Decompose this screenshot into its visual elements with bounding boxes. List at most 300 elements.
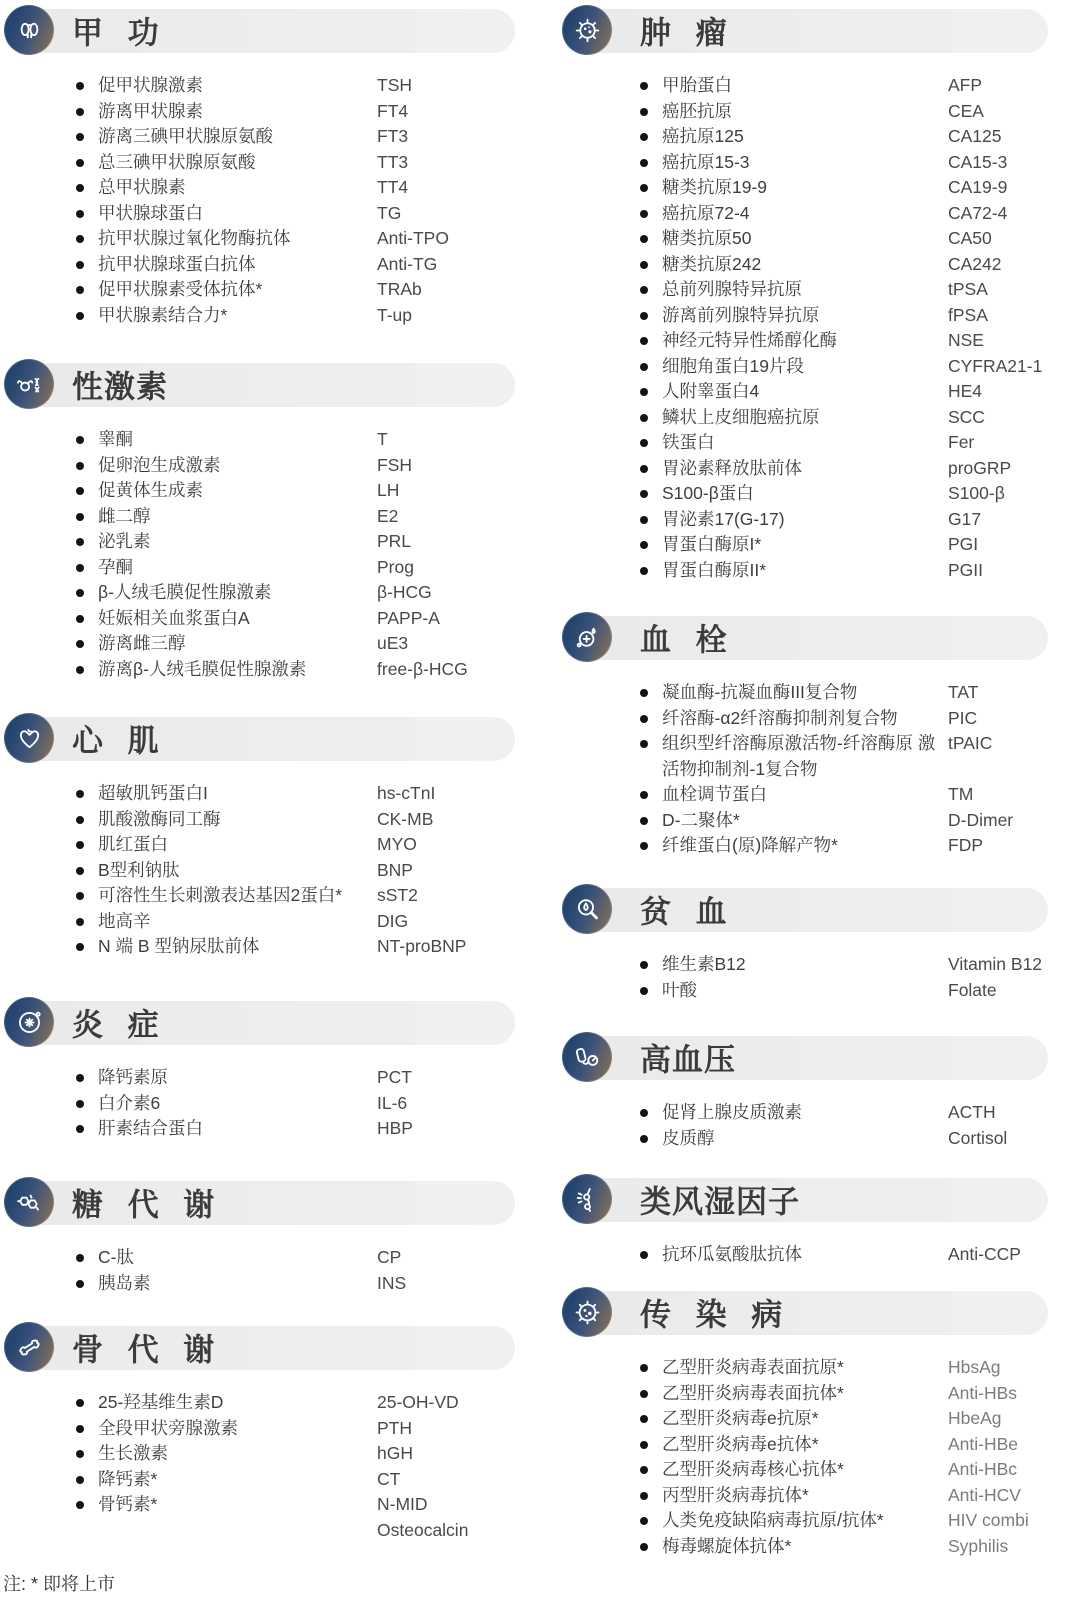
test-abbr-en: TAT xyxy=(948,682,979,702)
test-item xyxy=(0,1441,515,1467)
test-name-cn: 游离雌三醇 xyxy=(98,633,186,653)
bullet-icon xyxy=(640,1492,648,1500)
test-abbr-en: TT3 xyxy=(377,151,409,172)
test-item xyxy=(0,1492,515,1543)
bullet-icon xyxy=(640,312,648,320)
test-item xyxy=(0,606,515,632)
test-name-cn: 抗环瓜氨酸肽抗体 xyxy=(662,1244,802,1264)
test-list xyxy=(0,1245,515,1296)
test-name-cn: 纤维蛋白(原)降解产物* xyxy=(662,835,838,855)
test-abbr-en: Syphilis xyxy=(948,1535,1009,1556)
test-abbr-en: NSE xyxy=(948,330,984,350)
test-abbr-en: PRL xyxy=(377,531,412,551)
section-title: 心 肌 xyxy=(72,723,160,759)
assay-section xyxy=(556,1290,1048,1559)
test-name-cn: 游离前列腺特异抗原 xyxy=(662,304,820,325)
test-abbr-en: FT3 xyxy=(377,126,409,146)
section-header xyxy=(556,615,1048,659)
bullet-icon xyxy=(76,487,84,495)
test-item xyxy=(0,99,515,125)
bullet-icon xyxy=(76,312,84,320)
test-name-cn: 铁蛋白 xyxy=(662,432,715,452)
tumor-icon xyxy=(562,5,612,55)
test-name-cn: 糖类抗原50 xyxy=(662,228,752,248)
bullet-icon xyxy=(640,184,648,192)
test-abbr-en: FDP xyxy=(948,835,983,855)
test-item xyxy=(0,150,515,176)
test-abbr-en: T-up xyxy=(377,304,413,325)
heart-icon xyxy=(4,713,54,763)
test-item xyxy=(556,558,1048,584)
test-abbr-en: tPSA xyxy=(948,279,988,299)
test-abbr-en: fPSA xyxy=(948,304,988,325)
test-name-cn: 降钙素* xyxy=(98,1468,158,1489)
bullet-icon xyxy=(640,133,648,141)
test-abbr-en: TT4 xyxy=(377,177,409,197)
test-name-cn: 骨钙素* xyxy=(98,1494,158,1514)
test-item xyxy=(556,201,1048,227)
test-abbr-en: HBP xyxy=(377,1118,413,1138)
bullet-icon xyxy=(76,1476,84,1484)
bullet-icon xyxy=(76,1074,84,1082)
bullet-icon xyxy=(76,462,84,470)
bullet-icon xyxy=(76,538,84,546)
test-abbr-en: PGI xyxy=(948,534,979,554)
test-name-cn: 肌酸激酶同工酶 xyxy=(98,808,221,829)
bullet-icon xyxy=(640,82,648,90)
bullet-icon xyxy=(640,108,648,116)
test-item xyxy=(0,883,515,909)
section-title: 骨 代 谢 xyxy=(72,1332,216,1368)
bullet-icon xyxy=(640,1543,648,1551)
test-name-cn: 全段甲状旁腺激素 xyxy=(98,1417,238,1438)
bullet-icon xyxy=(76,892,84,900)
test-list xyxy=(0,1065,515,1142)
test-abbr-en: free-β-HCG xyxy=(377,658,468,679)
test-list xyxy=(556,952,1048,1003)
assay-section xyxy=(556,1035,1048,1151)
bullet-icon xyxy=(640,740,648,748)
test-list xyxy=(556,680,1048,859)
test-item xyxy=(556,354,1048,380)
test-name-cn: 肝素结合蛋白 xyxy=(98,1118,203,1138)
thyroid-icon xyxy=(4,5,54,55)
bullet-icon xyxy=(640,1441,648,1449)
test-name-cn: 维生素B12 xyxy=(662,954,746,974)
test-abbr-en: tPAIC xyxy=(948,733,993,753)
test-abbr-en: Prog xyxy=(377,556,414,577)
test-item xyxy=(556,833,1048,859)
test-name-cn: β-人绒毛膜促性腺激素 xyxy=(98,582,272,602)
test-name-cn: 乙型肝炎病毒表面抗体* xyxy=(662,1382,844,1403)
test-item xyxy=(556,226,1048,252)
test-name-cn: 纤溶酶-α2纤溶酶抑制剂复合物 xyxy=(662,707,898,728)
bullet-icon xyxy=(76,1425,84,1433)
test-item xyxy=(0,1390,515,1416)
bullet-icon xyxy=(640,791,648,799)
test-item xyxy=(0,631,515,657)
test-abbr-en: CA50 xyxy=(948,228,992,248)
test-abbr-en: HE4 xyxy=(948,381,983,401)
test-abbr-en: ACTH xyxy=(948,1102,996,1122)
test-abbr-en: CA72-4 xyxy=(948,202,1008,223)
test-abbr-en: CA15-3 xyxy=(948,151,1008,172)
test-name-cn: 生长激素 xyxy=(98,1443,168,1463)
test-item xyxy=(0,1116,515,1142)
test-name-cn: 人附睾蛋白4 xyxy=(662,381,760,401)
test-item xyxy=(556,481,1048,507)
assay-section xyxy=(556,8,1048,583)
test-name-cn: 人类免疫缺陷病毒抗原/抗体* xyxy=(662,1510,884,1530)
test-abbr-en: Anti-HBc xyxy=(948,1459,1018,1479)
section-title: 炎 症 xyxy=(72,1007,160,1043)
test-name-cn: 可溶性生长刺激表达基因2蛋白* xyxy=(98,885,343,905)
test-name-cn: 促黄体生成素 xyxy=(98,480,203,500)
test-name-cn: 梅毒螺旋体抗体* xyxy=(662,1535,792,1556)
bullet-icon xyxy=(76,1501,84,1509)
test-abbr-en: Cortisol xyxy=(948,1127,1008,1148)
test-item xyxy=(0,934,515,960)
test-name-cn: 促肾上腺皮质激素 xyxy=(662,1102,802,1122)
bullet-icon xyxy=(640,465,648,473)
bullet-icon xyxy=(76,235,84,243)
bullet-icon xyxy=(76,108,84,116)
test-name-cn: 雌二醇 xyxy=(98,505,151,526)
test-abbr-en: INS xyxy=(377,1272,407,1293)
assay-section xyxy=(0,362,515,682)
test-abbr-en: CA125 xyxy=(948,126,1002,146)
bullet-icon xyxy=(640,363,648,371)
test-item xyxy=(556,978,1048,1004)
test-item xyxy=(556,73,1048,99)
test-abbr-en: PIC xyxy=(948,707,978,728)
test-item xyxy=(0,909,515,935)
bullet-icon xyxy=(76,790,84,798)
test-item xyxy=(556,99,1048,125)
test-name-cn: 癌抗原72-4 xyxy=(662,202,750,223)
section-title: 甲 功 xyxy=(72,15,160,51)
test-item xyxy=(556,532,1048,558)
test-item xyxy=(556,277,1048,303)
section-header xyxy=(556,1177,1048,1221)
bullet-icon xyxy=(76,1254,84,1262)
test-name-cn: B型利钠肽 xyxy=(98,859,180,880)
assay-section xyxy=(0,1180,515,1296)
bullet-icon xyxy=(640,987,648,995)
test-item xyxy=(0,277,515,303)
section-title: 糖 代 谢 xyxy=(72,1187,216,1223)
test-name-cn: 血栓调节蛋白 xyxy=(662,784,767,804)
test-list xyxy=(556,73,1048,583)
test-list xyxy=(0,73,515,328)
test-item xyxy=(0,453,515,479)
test-item xyxy=(556,379,1048,405)
bullet-icon xyxy=(640,842,648,850)
test-name-cn: 降钙素原 xyxy=(98,1067,168,1087)
test-name-cn: 组织型纤溶酶原激活物-纤溶酶原 激活物抑制剂-1复合物 xyxy=(662,733,936,779)
test-name-cn: 胰岛素 xyxy=(98,1272,151,1293)
bullet-icon xyxy=(76,564,84,572)
test-item xyxy=(556,328,1048,354)
test-item xyxy=(0,1245,515,1271)
test-name-cn: 孕酮 xyxy=(98,556,133,577)
test-abbr-en: HbeAg xyxy=(948,1408,1002,1428)
test-name-cn: N 端 B 型钠尿肽前体 xyxy=(98,936,260,956)
test-item xyxy=(0,478,515,504)
assay-section xyxy=(0,1000,515,1142)
test-abbr-en: PTH xyxy=(377,1417,412,1438)
bullet-icon xyxy=(76,261,84,269)
test-abbr-en: hs-cTnI xyxy=(377,783,436,803)
section-title: 贫 血 xyxy=(640,894,728,930)
test-list xyxy=(556,1355,1048,1559)
test-name-cn: 睾酮 xyxy=(98,429,133,449)
assay-section xyxy=(556,887,1048,1003)
test-abbr-en: TSH xyxy=(377,75,412,95)
section-title: 高血压 xyxy=(640,1042,736,1078)
test-list xyxy=(0,781,515,960)
test-item xyxy=(556,782,1048,808)
section-title: 性激素 xyxy=(72,369,168,405)
glucose-icon xyxy=(4,1177,54,1227)
test-item xyxy=(0,807,515,833)
bullet-icon xyxy=(640,1390,648,1398)
test-name-cn: 糖类抗原19-9 xyxy=(662,177,768,197)
assay-section xyxy=(0,716,515,960)
test-item xyxy=(0,226,515,252)
test-abbr-en: TM xyxy=(948,784,974,804)
test-item xyxy=(0,175,515,201)
bullet-icon xyxy=(76,286,84,294)
test-name-cn: 癌抗原15-3 xyxy=(662,151,750,172)
bullet-icon xyxy=(640,567,648,575)
bullet-icon xyxy=(76,1100,84,1108)
test-item xyxy=(0,504,515,530)
section-header xyxy=(0,716,515,760)
bullet-icon xyxy=(76,82,84,90)
bullet-icon xyxy=(76,816,84,824)
test-item xyxy=(556,1508,1048,1534)
test-name-cn: 白介素6 xyxy=(98,1092,161,1113)
test-name-cn: 胃蛋白酶原I* xyxy=(662,534,762,554)
section-header xyxy=(0,1000,515,1044)
test-item xyxy=(0,427,515,453)
test-item xyxy=(556,405,1048,431)
bullet-icon xyxy=(640,490,648,498)
test-list xyxy=(0,1390,515,1543)
test-name-cn: C-肽 xyxy=(98,1247,134,1267)
bullet-icon xyxy=(76,159,84,167)
test-name-cn: 胃泌素释放肽前体 xyxy=(662,457,802,478)
bullet-icon xyxy=(76,1450,84,1458)
test-name-cn: 叶酸 xyxy=(662,979,697,1000)
test-list xyxy=(556,1100,1048,1151)
test-name-cn: 癌胚抗原 xyxy=(662,100,732,121)
bullet-icon xyxy=(640,1135,648,1143)
test-item xyxy=(0,303,515,329)
test-item xyxy=(556,680,1048,706)
test-abbr-en: G17 xyxy=(948,508,982,529)
test-name-cn: 妊娠相关血浆蛋白A xyxy=(98,607,250,628)
test-item xyxy=(556,430,1048,456)
test-abbr-en: Anti-HBe xyxy=(948,1433,1019,1454)
test-item xyxy=(556,1126,1048,1152)
bullet-icon xyxy=(76,1280,84,1288)
bullet-icon xyxy=(76,210,84,218)
bullet-icon xyxy=(640,817,648,825)
test-abbr-en: PAPP-A xyxy=(377,607,440,628)
bullet-icon xyxy=(76,666,84,674)
bullet-icon xyxy=(76,918,84,926)
test-item xyxy=(0,858,515,884)
test-item xyxy=(0,832,515,858)
left-column xyxy=(0,0,515,1610)
test-list xyxy=(556,1242,1048,1268)
test-abbr-en: HIV combi xyxy=(948,1510,1029,1530)
bullet-icon xyxy=(640,439,648,447)
test-item xyxy=(0,657,515,683)
test-item xyxy=(0,1467,515,1493)
test-item xyxy=(556,706,1048,732)
section-title: 传 染 病 xyxy=(640,1297,784,1333)
test-name-cn: 抗甲状腺过氧化物酶抗体 xyxy=(98,228,291,248)
test-item xyxy=(556,1242,1048,1268)
test-name-cn: 乙型肝炎病毒e抗体* xyxy=(662,1433,819,1454)
test-abbr-en: D-Dimer xyxy=(948,809,1014,830)
test-name-cn: 促甲状腺激素 xyxy=(98,75,203,95)
bullet-icon xyxy=(640,337,648,345)
bullet-icon xyxy=(640,541,648,549)
test-abbr-en: Anti-CCP xyxy=(948,1244,1021,1264)
assay-section xyxy=(556,1177,1048,1268)
test-abbr-en: PCT xyxy=(377,1067,412,1087)
test-abbr-en: TG xyxy=(377,202,402,223)
footnote: 注: * 即将上市 xyxy=(3,1574,116,1594)
test-name-cn: 超敏肌钙蛋白I xyxy=(98,783,208,803)
test-item xyxy=(556,1381,1048,1407)
test-item xyxy=(556,175,1048,201)
bullet-icon xyxy=(640,261,648,269)
test-name-cn: 地高辛 xyxy=(98,910,151,931)
bullet-icon xyxy=(640,1251,648,1259)
test-abbr-en: Vitamin B12 xyxy=(948,954,1043,974)
test-item xyxy=(0,1065,515,1091)
test-item xyxy=(556,303,1048,329)
test-abbr-en: BNP xyxy=(377,859,413,880)
test-name-cn: 游离三碘甲状腺原氨酸 xyxy=(98,126,273,146)
test-name-cn: 抗甲状腺球蛋白抗体 xyxy=(98,253,256,274)
test-name-cn: 甲胎蛋白 xyxy=(662,75,732,95)
test-name-cn: 癌抗原125 xyxy=(662,126,744,146)
assay-section xyxy=(0,1325,515,1543)
section-title: 血 栓 xyxy=(640,622,728,658)
test-abbr-en: Anti-TPO xyxy=(377,228,449,248)
bullet-icon xyxy=(640,159,648,167)
test-item xyxy=(0,73,515,99)
test-item xyxy=(0,1091,515,1117)
bullet-icon xyxy=(640,715,648,723)
test-item xyxy=(556,808,1048,834)
test-abbr-en: FSH xyxy=(377,454,412,475)
test-name-cn: 总前列腺特异抗原 xyxy=(662,279,802,299)
test-name-cn: 皮质醇 xyxy=(662,1127,715,1148)
test-name-cn: S100-β蛋白 xyxy=(662,483,754,503)
test-abbr-en: NT-proBNP xyxy=(377,936,467,956)
test-abbr-en: CA242 xyxy=(948,253,1002,274)
test-item xyxy=(0,1271,515,1297)
bullet-icon xyxy=(76,841,84,849)
test-abbr-en: β-HCG xyxy=(377,582,432,602)
test-abbr-en: CK-MB xyxy=(377,808,434,829)
test-item xyxy=(556,1406,1048,1432)
test-item xyxy=(556,1534,1048,1560)
thrombus-icon xyxy=(562,612,612,662)
test-abbr-en: FT4 xyxy=(377,100,409,121)
test-name-cn: 游离β-人绒毛膜促性腺激素 xyxy=(98,658,307,679)
test-name-cn: 乙型肝炎病毒表面抗原* xyxy=(662,1357,844,1377)
bullet-icon xyxy=(76,184,84,192)
test-abbr-en: 25-OH-VD xyxy=(377,1392,459,1412)
test-item xyxy=(556,124,1048,150)
bullet-icon xyxy=(76,436,84,444)
bullet-icon xyxy=(640,388,648,396)
test-name-cn: 泌乳素 xyxy=(98,531,151,551)
test-abbr-en: Anti-HBs xyxy=(948,1382,1018,1403)
test-name-cn: 胃泌素17(G-17) xyxy=(662,508,785,529)
test-abbr-en: Folate xyxy=(948,979,997,1000)
test-name-cn: 游离甲状腺素 xyxy=(98,100,203,121)
test-item xyxy=(556,252,1048,278)
test-abbr-en: Fer xyxy=(948,432,975,452)
bullet-icon xyxy=(640,414,648,422)
test-abbr-en: Anti-TG xyxy=(377,253,438,274)
test-item xyxy=(556,507,1048,533)
bullet-icon xyxy=(76,1399,84,1407)
test-name-cn: 总三碘甲状腺原氨酸 xyxy=(98,151,256,172)
inflammation-icon xyxy=(4,997,54,1047)
reproductive-icon xyxy=(4,359,54,409)
bullet-icon xyxy=(76,513,84,521)
test-abbr-en: TRAb xyxy=(377,279,422,299)
test-name-cn: 糖类抗原242 xyxy=(662,253,762,274)
test-abbr-en: hGH xyxy=(377,1443,413,1463)
section-header xyxy=(556,1290,1048,1334)
test-item xyxy=(0,124,515,150)
test-item xyxy=(556,952,1048,978)
right-column xyxy=(556,0,1048,1610)
test-abbr-en: CYFRA21-1 xyxy=(948,355,1043,376)
test-abbr-en: PGII xyxy=(948,559,984,580)
test-item xyxy=(556,1457,1048,1483)
bullet-icon xyxy=(76,943,84,951)
section-header xyxy=(0,362,515,406)
bullet-icon xyxy=(640,235,648,243)
bullet-icon xyxy=(640,689,648,697)
test-item xyxy=(556,1483,1048,1509)
test-name-cn: 25-羟基维生素D xyxy=(98,1392,224,1412)
test-abbr-en: CA19-9 xyxy=(948,177,1008,197)
section-header xyxy=(556,8,1048,52)
bullet-icon xyxy=(640,1517,648,1525)
section-header xyxy=(556,887,1048,931)
blood-pressure-icon xyxy=(562,1032,612,1082)
test-name-cn: 胃蛋白酶原II* xyxy=(662,559,767,580)
test-name-cn: 甲状腺球蛋白 xyxy=(98,202,203,223)
test-name-cn: 总甲状腺素 xyxy=(98,177,186,197)
virus-icon xyxy=(562,1287,612,1337)
test-abbr-en: LH xyxy=(377,480,400,500)
test-abbr-en: CT xyxy=(377,1468,401,1489)
